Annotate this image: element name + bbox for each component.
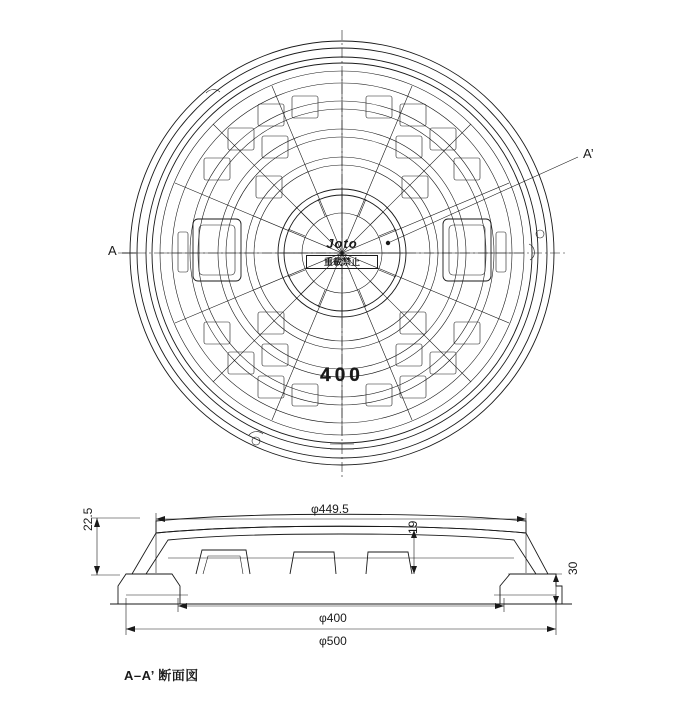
section-view-caption: A–A’ 断面図 bbox=[124, 668, 199, 683]
cover-top-profile bbox=[156, 514, 526, 533]
frame-left-section bbox=[118, 574, 188, 604]
dimension-label-400: φ400 bbox=[319, 611, 347, 625]
plan-view bbox=[118, 30, 578, 478]
section-marker-a: A bbox=[108, 243, 117, 258]
dim-449-5 bbox=[156, 513, 526, 573]
section-marker-a-prime: A’ bbox=[583, 146, 594, 161]
cover-underside-ribs bbox=[168, 550, 514, 574]
dim-19 bbox=[411, 530, 417, 574]
cover-logo-subtext: 重載禁止 bbox=[306, 255, 378, 269]
cover-size-mark: 400 bbox=[320, 365, 364, 386]
dim-400 bbox=[178, 598, 504, 612]
cover-logo-text: Joto bbox=[326, 236, 358, 251]
dim-30 bbox=[528, 574, 562, 604]
cover-body-profile bbox=[132, 526, 548, 574]
leader-line-a-prime bbox=[388, 157, 578, 243]
dimension-label-19: 19 bbox=[406, 520, 420, 534]
dimension-label-500: φ500 bbox=[319, 634, 347, 648]
dimension-label-22-5: 22.5 bbox=[81, 507, 95, 531]
dimension-label-449-5: φ449.5 bbox=[311, 502, 349, 516]
dim-22-5 bbox=[91, 518, 140, 575]
leader-dot bbox=[386, 241, 390, 245]
dimension-label-30: 30 bbox=[566, 561, 580, 575]
